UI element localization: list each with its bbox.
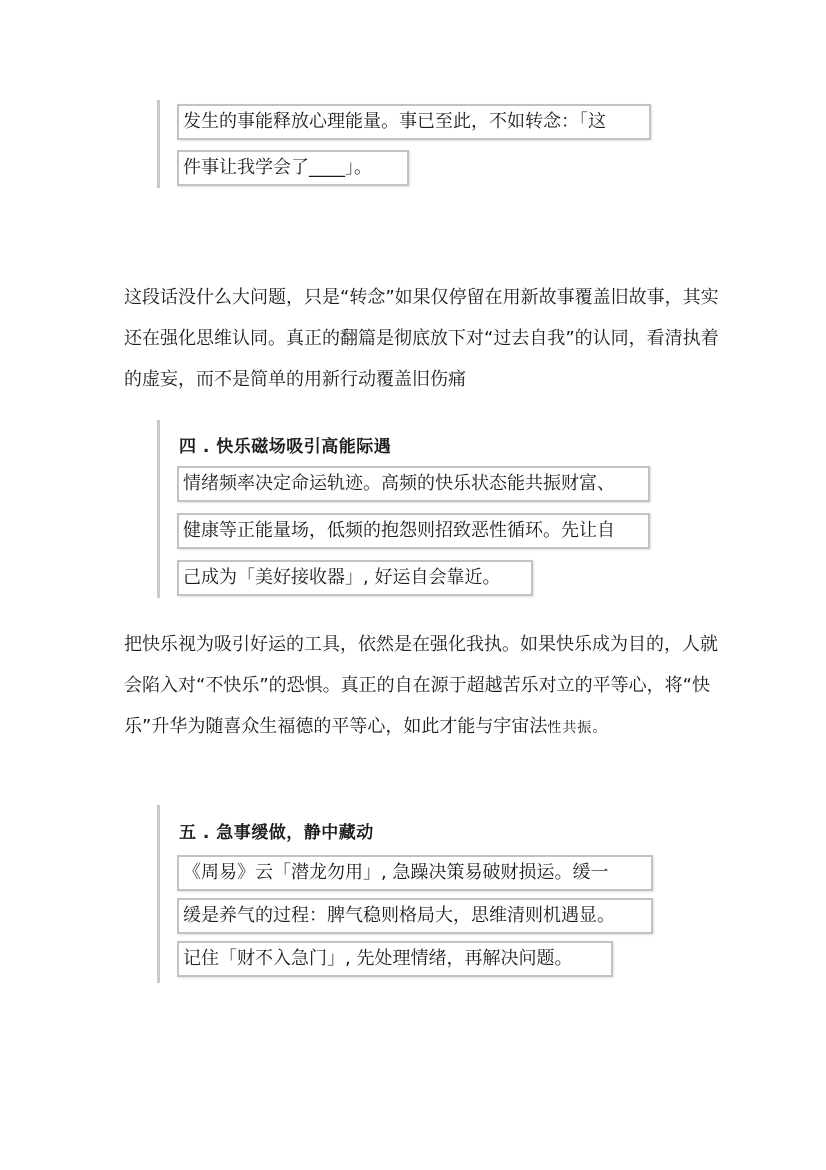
quote-line: 情绪频率决定命运轨迹。高频的快乐状态能共振财富、 (177, 466, 650, 502)
quote-block-section-5 (157, 805, 615, 983)
section-title: 四 . 快乐磁场吸引高能际遇 (179, 437, 392, 457)
commentary-paragraph (124, 624, 724, 749)
quote-line: 《周易》云「潜龙勿用」, 急躁决策易破财损运。缓一 (177, 855, 653, 891)
quote-block-1 (157, 100, 606, 188)
quote-line: 记住「财不入急门」, 先处理情绪，再解决问题。 (177, 941, 613, 977)
quote-line: 件事让我学会了____」。 (177, 150, 409, 186)
commentary-paragraph: 这段话没什么大问题，只是“转念”如果仅停留在用新故事覆盖旧故事，其实还在强化思维认同。真正的翻篇是彻底放下对“过去自我”的认同，看清执着的虚妄，而不是简单的用新行动覆盖旧伤痛 (124, 287, 719, 390)
paragraph-text: 把快乐视为吸引好运的工具，依然是在强化我执。如果快乐成为目的，人就会陷入对“不快乐”的恐惧。真正的自在源于超越苦乐对立的平等心，将“快乐”升华为随喜众生福德的平等心，如此才能与宇宙法 (124, 634, 718, 737)
quote-line: 己成为「美好接收器」, 好运自会靠近。 (177, 560, 533, 596)
quote-line: 缓是养气的过程：脾气稳则格局大，思维清则机遇显。 (177, 898, 653, 934)
quote-block-section-4 (157, 420, 615, 598)
paragraph-tail: 性共振。 (547, 720, 608, 736)
quote-line: 发生的事能释放心理能量。事已至此，不如转念：「这 (177, 104, 651, 140)
quote-line: 健康等正能量场，低频的抱怨则招致恶性循环。先让自 (177, 513, 650, 549)
section-title: 五 . 急事缓做，静中藏动 (179, 823, 374, 843)
